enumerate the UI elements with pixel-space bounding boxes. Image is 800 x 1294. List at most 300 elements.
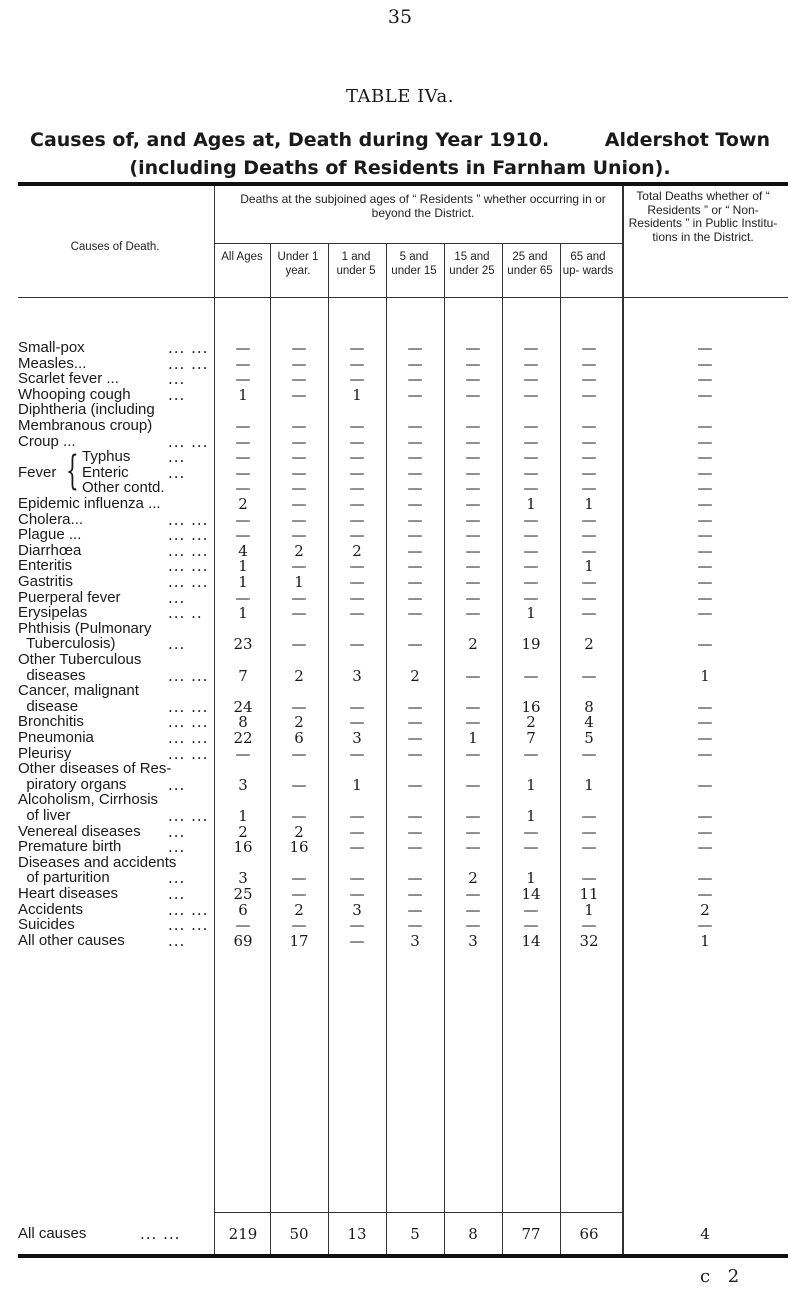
- table-cell: —: [581, 417, 597, 435]
- table-cell: 1: [700, 931, 710, 950]
- all-causes-label: All causes: [18, 1225, 87, 1242]
- table-row: [18, 590, 788, 606]
- cause-label: Venereal diseases: [18, 822, 141, 840]
- footer-mark: c 2: [700, 1266, 746, 1287]
- bottom-rule: [18, 1254, 788, 1258]
- table-cell: —: [523, 463, 539, 482]
- table-cell: 1: [526, 869, 536, 888]
- table-cell: 1: [238, 807, 248, 825]
- cause-label: Pneumonia: [18, 729, 94, 746]
- table-cell: —: [349, 807, 365, 825]
- table-cell: —: [697, 744, 713, 763]
- table-cell: —: [465, 885, 481, 903]
- table-cell: —: [697, 339, 713, 357]
- table-cell: —: [235, 339, 251, 357]
- table-row: [18, 746, 788, 762]
- table-cell: —: [349, 432, 365, 451]
- causes-header: Causes of Death.: [70, 241, 160, 253]
- table-cell: —: [523, 339, 539, 357]
- table-cell: 1: [700, 666, 710, 685]
- table-cell: —: [407, 807, 423, 825]
- table-cell: —: [465, 838, 481, 857]
- cause-label: Whooping cough: [18, 385, 131, 403]
- age-header-2: 1 and under 5: [336, 251, 376, 277]
- table-cell: 3: [352, 729, 362, 747]
- table-cell: —: [465, 432, 481, 451]
- leader-dots: ...: [168, 838, 186, 857]
- leader-dots: ...: [168, 635, 186, 654]
- table-cell: —: [349, 697, 365, 716]
- table-cell: —: [349, 448, 365, 467]
- table-cell: —: [465, 354, 481, 373]
- table-cell: —: [407, 385, 423, 404]
- table-cell: —: [407, 744, 423, 763]
- table-cell: —: [523, 916, 539, 935]
- cause-label: Other contd.: [82, 479, 165, 497]
- cause-label: Measles...: [18, 354, 87, 372]
- table-cell: —: [697, 916, 713, 935]
- leader-dots: ... ...: [168, 526, 209, 545]
- table-cell: 7: [238, 666, 248, 685]
- table-cell: —: [291, 370, 307, 389]
- table-cell: —: [465, 526, 481, 545]
- table-cell: —: [465, 385, 481, 404]
- table-cell: 2: [468, 869, 478, 888]
- table-cell: —: [235, 463, 251, 482]
- table-cell: —: [465, 557, 481, 576]
- table-cell: —: [697, 370, 713, 389]
- table-cell: 16: [289, 838, 309, 857]
- table-cell: —: [349, 495, 365, 513]
- table-cell: —: [235, 417, 251, 435]
- table-cell: —: [465, 697, 481, 716]
- table-cell: —: [523, 666, 539, 685]
- table-cell: —: [697, 479, 713, 498]
- table-cell: —: [581, 510, 597, 529]
- table-cell: —: [349, 916, 365, 935]
- table-cell: —: [523, 385, 539, 404]
- table-row: [18, 636, 788, 652]
- leader-dots: ... ...: [168, 744, 209, 763]
- table-row: [18, 512, 788, 528]
- table-cell: —: [523, 448, 539, 467]
- leader-dots: ...: [168, 385, 186, 404]
- table-cell: —: [465, 588, 481, 607]
- table-cell: —: [581, 588, 597, 607]
- table-cell: 2: [294, 900, 304, 919]
- table-cell: —: [697, 385, 713, 404]
- leader-dots: ... ...: [140, 1225, 181, 1243]
- table-cell: —: [235, 744, 251, 763]
- table-cell: —: [407, 526, 423, 545]
- age-header-0: All Ages: [221, 251, 263, 263]
- leader-dots: ... ...: [168, 729, 209, 747]
- table-cell: 2: [294, 666, 304, 685]
- table-row: [18, 730, 788, 746]
- table-cell: —: [697, 541, 713, 560]
- cause-label: Typhus: [82, 448, 131, 466]
- table-heading: [30, 126, 770, 182]
- cause-label-line: [18, 652, 788, 668]
- age-header-4: 15 and under 25: [449, 251, 495, 277]
- cause-label-line: [18, 761, 788, 777]
- table-cell: 8: [584, 697, 594, 716]
- table-cell: —: [291, 588, 307, 607]
- cause-label-line: [18, 792, 788, 808]
- cause-label: Accidents: [18, 900, 84, 918]
- table-cell: —: [235, 916, 251, 935]
- table-cell: —: [581, 604, 597, 623]
- table-cell: 1: [238, 557, 248, 576]
- leader-dots: ...: [168, 588, 186, 607]
- table-cell: —: [407, 635, 423, 654]
- table-cell: —: [291, 775, 307, 794]
- table-cell: 6: [294, 729, 304, 747]
- table-cell: —: [697, 713, 713, 732]
- table-cell: —: [407, 775, 423, 794]
- table-cell: —: [407, 838, 423, 857]
- table-cell: 16: [521, 697, 541, 716]
- heading-left: Causes of, and Ages at, Death during Year 1910.: [30, 129, 550, 151]
- table-cell: —: [291, 807, 307, 825]
- table-cell: —: [291, 339, 307, 357]
- table-cell: —: [697, 588, 713, 607]
- table-cell: —: [581, 541, 597, 560]
- table-cell: —: [465, 900, 481, 919]
- table-cell: —: [407, 604, 423, 623]
- table-cell: 16: [233, 838, 253, 857]
- table-cell: —: [697, 838, 713, 857]
- cause-label: Scarlet fever ...: [18, 370, 119, 388]
- table-cell: —: [407, 822, 423, 841]
- table-cell: —: [407, 916, 423, 935]
- table-cell: —: [235, 510, 251, 529]
- table-cell: —: [581, 339, 597, 357]
- table-row: [18, 574, 788, 590]
- total-deaths-header: Total Deaths whether of “ Residents ” or “ Non-Residents ” in Public Institu- tions in the District.: [628, 189, 778, 244]
- table-cell: —: [291, 916, 307, 935]
- table-cell: 4: [584, 713, 594, 732]
- cause-label: of liver: [18, 807, 71, 824]
- table-cell: —: [235, 526, 251, 545]
- table-cell: —: [407, 448, 423, 467]
- table-cell: —: [465, 370, 481, 389]
- table-cell: —: [697, 573, 713, 591]
- fever-brace: {: [66, 448, 79, 495]
- table-cell: —: [291, 697, 307, 716]
- table-cell: —: [465, 510, 481, 529]
- table-row: [18, 434, 788, 450]
- table-cell: —: [465, 916, 481, 935]
- table-cell: —: [349, 744, 365, 763]
- cause-label: Gastritis: [18, 573, 74, 590]
- cause-label: Enteric: [82, 463, 129, 481]
- table-cell: 2: [238, 822, 248, 841]
- cause-label: Erysipelas: [18, 604, 88, 622]
- table-cell: —: [465, 713, 481, 732]
- age-header-3: 5 and under 15: [391, 251, 437, 277]
- cause-label: Other diseases of Res-: [18, 760, 172, 778]
- total-cell: 5: [410, 1225, 420, 1243]
- table-cell: —: [523, 557, 539, 576]
- table-cell: —: [581, 463, 597, 482]
- cause-label: piratory organs: [18, 775, 127, 793]
- cause-label: Cholera...: [18, 510, 84, 528]
- table-cell: —: [407, 885, 423, 903]
- leader-dots: ... ...: [168, 557, 209, 576]
- table-cell: 32: [579, 931, 599, 950]
- table-cell: —: [581, 666, 597, 685]
- table-row: [18, 917, 788, 933]
- table-cell: 69: [233, 931, 253, 950]
- leader-dots: ... ...: [168, 573, 209, 591]
- table-cell: —: [465, 775, 481, 794]
- table-cell: —: [349, 370, 365, 389]
- table-cell: 4: [238, 541, 248, 560]
- table-cell: 1: [584, 495, 594, 513]
- table-cell: —: [581, 370, 597, 389]
- table-cell: —: [291, 604, 307, 623]
- table-cell: —: [465, 417, 481, 435]
- table-cell: —: [523, 822, 539, 841]
- table-row: [18, 668, 788, 684]
- table-cell: —: [697, 807, 713, 825]
- table-cell: —: [581, 385, 597, 404]
- table-row: [18, 527, 788, 543]
- total-cell: 77: [521, 1225, 541, 1243]
- total-cell: 8: [468, 1225, 478, 1243]
- table-cell: —: [407, 588, 423, 607]
- cause-label: Heart diseases: [18, 885, 119, 902]
- table-cell: —: [523, 432, 539, 451]
- table-cell: —: [291, 385, 307, 404]
- leader-dots: ... ...: [168, 432, 209, 451]
- table-cell: —: [697, 822, 713, 841]
- cause-label: Epidemic influenza ...: [18, 495, 161, 512]
- table-row: [18, 605, 788, 621]
- table-cell: —: [407, 541, 423, 560]
- table-cell: 25: [233, 885, 253, 903]
- table-cell: —: [697, 448, 713, 467]
- heading-line2: (including Deaths of Residents in Farnham Union).: [129, 157, 671, 179]
- leader-dots: ... ...: [168, 713, 209, 732]
- table-cell: 1: [584, 775, 594, 794]
- table-cell: —: [465, 463, 481, 482]
- table-cell: 2: [294, 822, 304, 841]
- table-cell: —: [465, 448, 481, 467]
- table-row: [18, 902, 788, 918]
- table-cell: —: [465, 573, 481, 591]
- table-cell: —: [349, 822, 365, 841]
- table-cell: —: [349, 463, 365, 482]
- table-cell: —: [581, 822, 597, 841]
- leader-dots: ...: [168, 869, 186, 888]
- table-cell: —: [291, 885, 307, 903]
- table-cell: —: [581, 916, 597, 935]
- table-cell: —: [697, 697, 713, 716]
- cause-label: Tuberculosis): [18, 635, 116, 653]
- total-cell: 66: [579, 1225, 599, 1243]
- age-header-1: Under 1 year.: [277, 251, 319, 277]
- total-cell: 4: [700, 1225, 710, 1243]
- table-cell: —: [697, 604, 713, 623]
- table-cell: —: [291, 479, 307, 498]
- table-cell: —: [523, 370, 539, 389]
- table-cell: —: [291, 463, 307, 482]
- cause-label: Bronchitis: [18, 713, 84, 731]
- leader-dots: ... ...: [168, 510, 209, 529]
- table-cell: 24: [233, 697, 253, 716]
- table-cell: —: [407, 495, 423, 513]
- table-cell: —: [523, 417, 539, 435]
- table-cell: —: [581, 432, 597, 451]
- table-cell: 8: [238, 713, 248, 732]
- leader-dots: ... ...: [168, 541, 209, 560]
- table-cell: —: [697, 354, 713, 373]
- cause-label-line: [18, 621, 788, 637]
- cause-label-line: [18, 683, 788, 699]
- table-cell: 14: [521, 885, 541, 903]
- table-cell: 1: [526, 495, 536, 513]
- table-cell: —: [407, 697, 423, 716]
- table-cell: —: [697, 635, 713, 654]
- table-cell: —: [407, 900, 423, 919]
- table-cell: —: [697, 432, 713, 451]
- table-cell: —: [465, 822, 481, 841]
- table-cell: 1: [584, 900, 594, 919]
- table-row: [18, 933, 788, 949]
- table-cell: —: [697, 729, 713, 747]
- table-cell: —: [349, 604, 365, 623]
- table-cell: —: [291, 510, 307, 529]
- table-cell: —: [465, 541, 481, 560]
- table-cell: —: [235, 588, 251, 607]
- table-cell: —: [523, 354, 539, 373]
- table-cell: —: [291, 635, 307, 654]
- table-cell: —: [697, 557, 713, 576]
- cause-label: Phthisis (Pulmonary: [18, 619, 152, 637]
- table-cell: —: [349, 354, 365, 373]
- table-cell: 3: [410, 931, 420, 950]
- table-row: [18, 340, 788, 356]
- table-cell: 1: [584, 557, 594, 576]
- age-header-5: 25 and under 65: [507, 251, 553, 277]
- table-cell: —: [523, 744, 539, 763]
- table-cell: —: [235, 370, 251, 389]
- table-cell: —: [465, 479, 481, 498]
- table-cell: —: [407, 479, 423, 498]
- table-cell: 1: [468, 729, 478, 747]
- table-cell: —: [349, 479, 365, 498]
- table-cell: 2: [468, 635, 478, 654]
- table-cell: —: [349, 557, 365, 576]
- table-cell: —: [291, 744, 307, 763]
- table-cell: —: [291, 432, 307, 451]
- table-cell: 1: [294, 573, 304, 591]
- cause-label: Diarrhœa: [18, 541, 82, 559]
- table-cell: —: [465, 807, 481, 825]
- table-row: [18, 356, 788, 372]
- table-cell: —: [697, 463, 713, 482]
- age-header-6: 65 and up- wards: [562, 251, 614, 277]
- table-cell: —: [235, 354, 251, 373]
- table-cell: —: [581, 479, 597, 498]
- table-cell: —: [465, 744, 481, 763]
- cause-label: Other Tuberculous: [18, 651, 142, 668]
- table-row: [18, 839, 788, 855]
- table-row: [18, 714, 788, 730]
- table-cell: —: [697, 526, 713, 545]
- total-cell: 219: [228, 1225, 258, 1243]
- table-cell: —: [291, 557, 307, 576]
- table-cell: —: [581, 526, 597, 545]
- table-cell: —: [465, 339, 481, 357]
- table-cell: 1: [352, 775, 362, 794]
- table-cell: —: [581, 744, 597, 763]
- table-cell: 22: [233, 729, 253, 747]
- table-cell: —: [523, 526, 539, 545]
- leader-dots: ... ...: [168, 339, 209, 357]
- table-cell: 1: [238, 604, 248, 623]
- leader-dots: ...: [168, 931, 186, 950]
- cause-label-line: [18, 855, 788, 871]
- table-row: [18, 418, 788, 434]
- leader-dots: ... ...: [168, 697, 209, 716]
- cause-label: Pleurisy: [18, 744, 72, 762]
- table-cell: 2: [352, 541, 362, 560]
- totals-rule: [214, 1212, 622, 1213]
- table-cell: 1: [238, 385, 248, 404]
- table-cell: —: [349, 635, 365, 654]
- table-cell: 2: [294, 713, 304, 732]
- table-row: [18, 387, 788, 403]
- cause-label: Premature birth: [18, 838, 122, 856]
- leader-dots: ... ...: [168, 354, 209, 373]
- table-cell: —: [407, 510, 423, 529]
- table-cell: —: [407, 339, 423, 357]
- table-cell: —: [349, 885, 365, 903]
- table-cell: —: [581, 354, 597, 373]
- all-causes-row: [18, 1226, 788, 1242]
- table-cell: —: [349, 838, 365, 857]
- table-cell: —: [465, 604, 481, 623]
- table-cell: —: [407, 557, 423, 576]
- table-cell: —: [523, 900, 539, 919]
- table-cell: 3: [468, 931, 478, 950]
- leader-dots: ...: [168, 822, 186, 841]
- table-cell: —: [407, 713, 423, 732]
- total-cell: 50: [289, 1225, 309, 1243]
- table-cell: —: [349, 713, 365, 732]
- cause-label: Puerperal fever: [18, 588, 121, 606]
- cause-label: Membranous croup): [18, 417, 153, 434]
- leader-dots: ...: [168, 448, 186, 467]
- cause-label: disease: [18, 697, 79, 715]
- table-cell: 19: [521, 635, 541, 654]
- table-row: [18, 808, 788, 824]
- table-row: [18, 870, 788, 886]
- table-row: [18, 496, 788, 512]
- table-cell: —: [235, 432, 251, 451]
- table-cell: 14: [521, 931, 541, 950]
- table-cell: —: [349, 573, 365, 591]
- table-cell: 7: [526, 729, 536, 747]
- heading-right: Aldershot Town: [604, 129, 770, 151]
- table-cell: —: [291, 526, 307, 545]
- total-cell: 13: [347, 1225, 367, 1243]
- table-cell: —: [523, 510, 539, 529]
- cause-label: Diseases and accidents: [18, 853, 177, 871]
